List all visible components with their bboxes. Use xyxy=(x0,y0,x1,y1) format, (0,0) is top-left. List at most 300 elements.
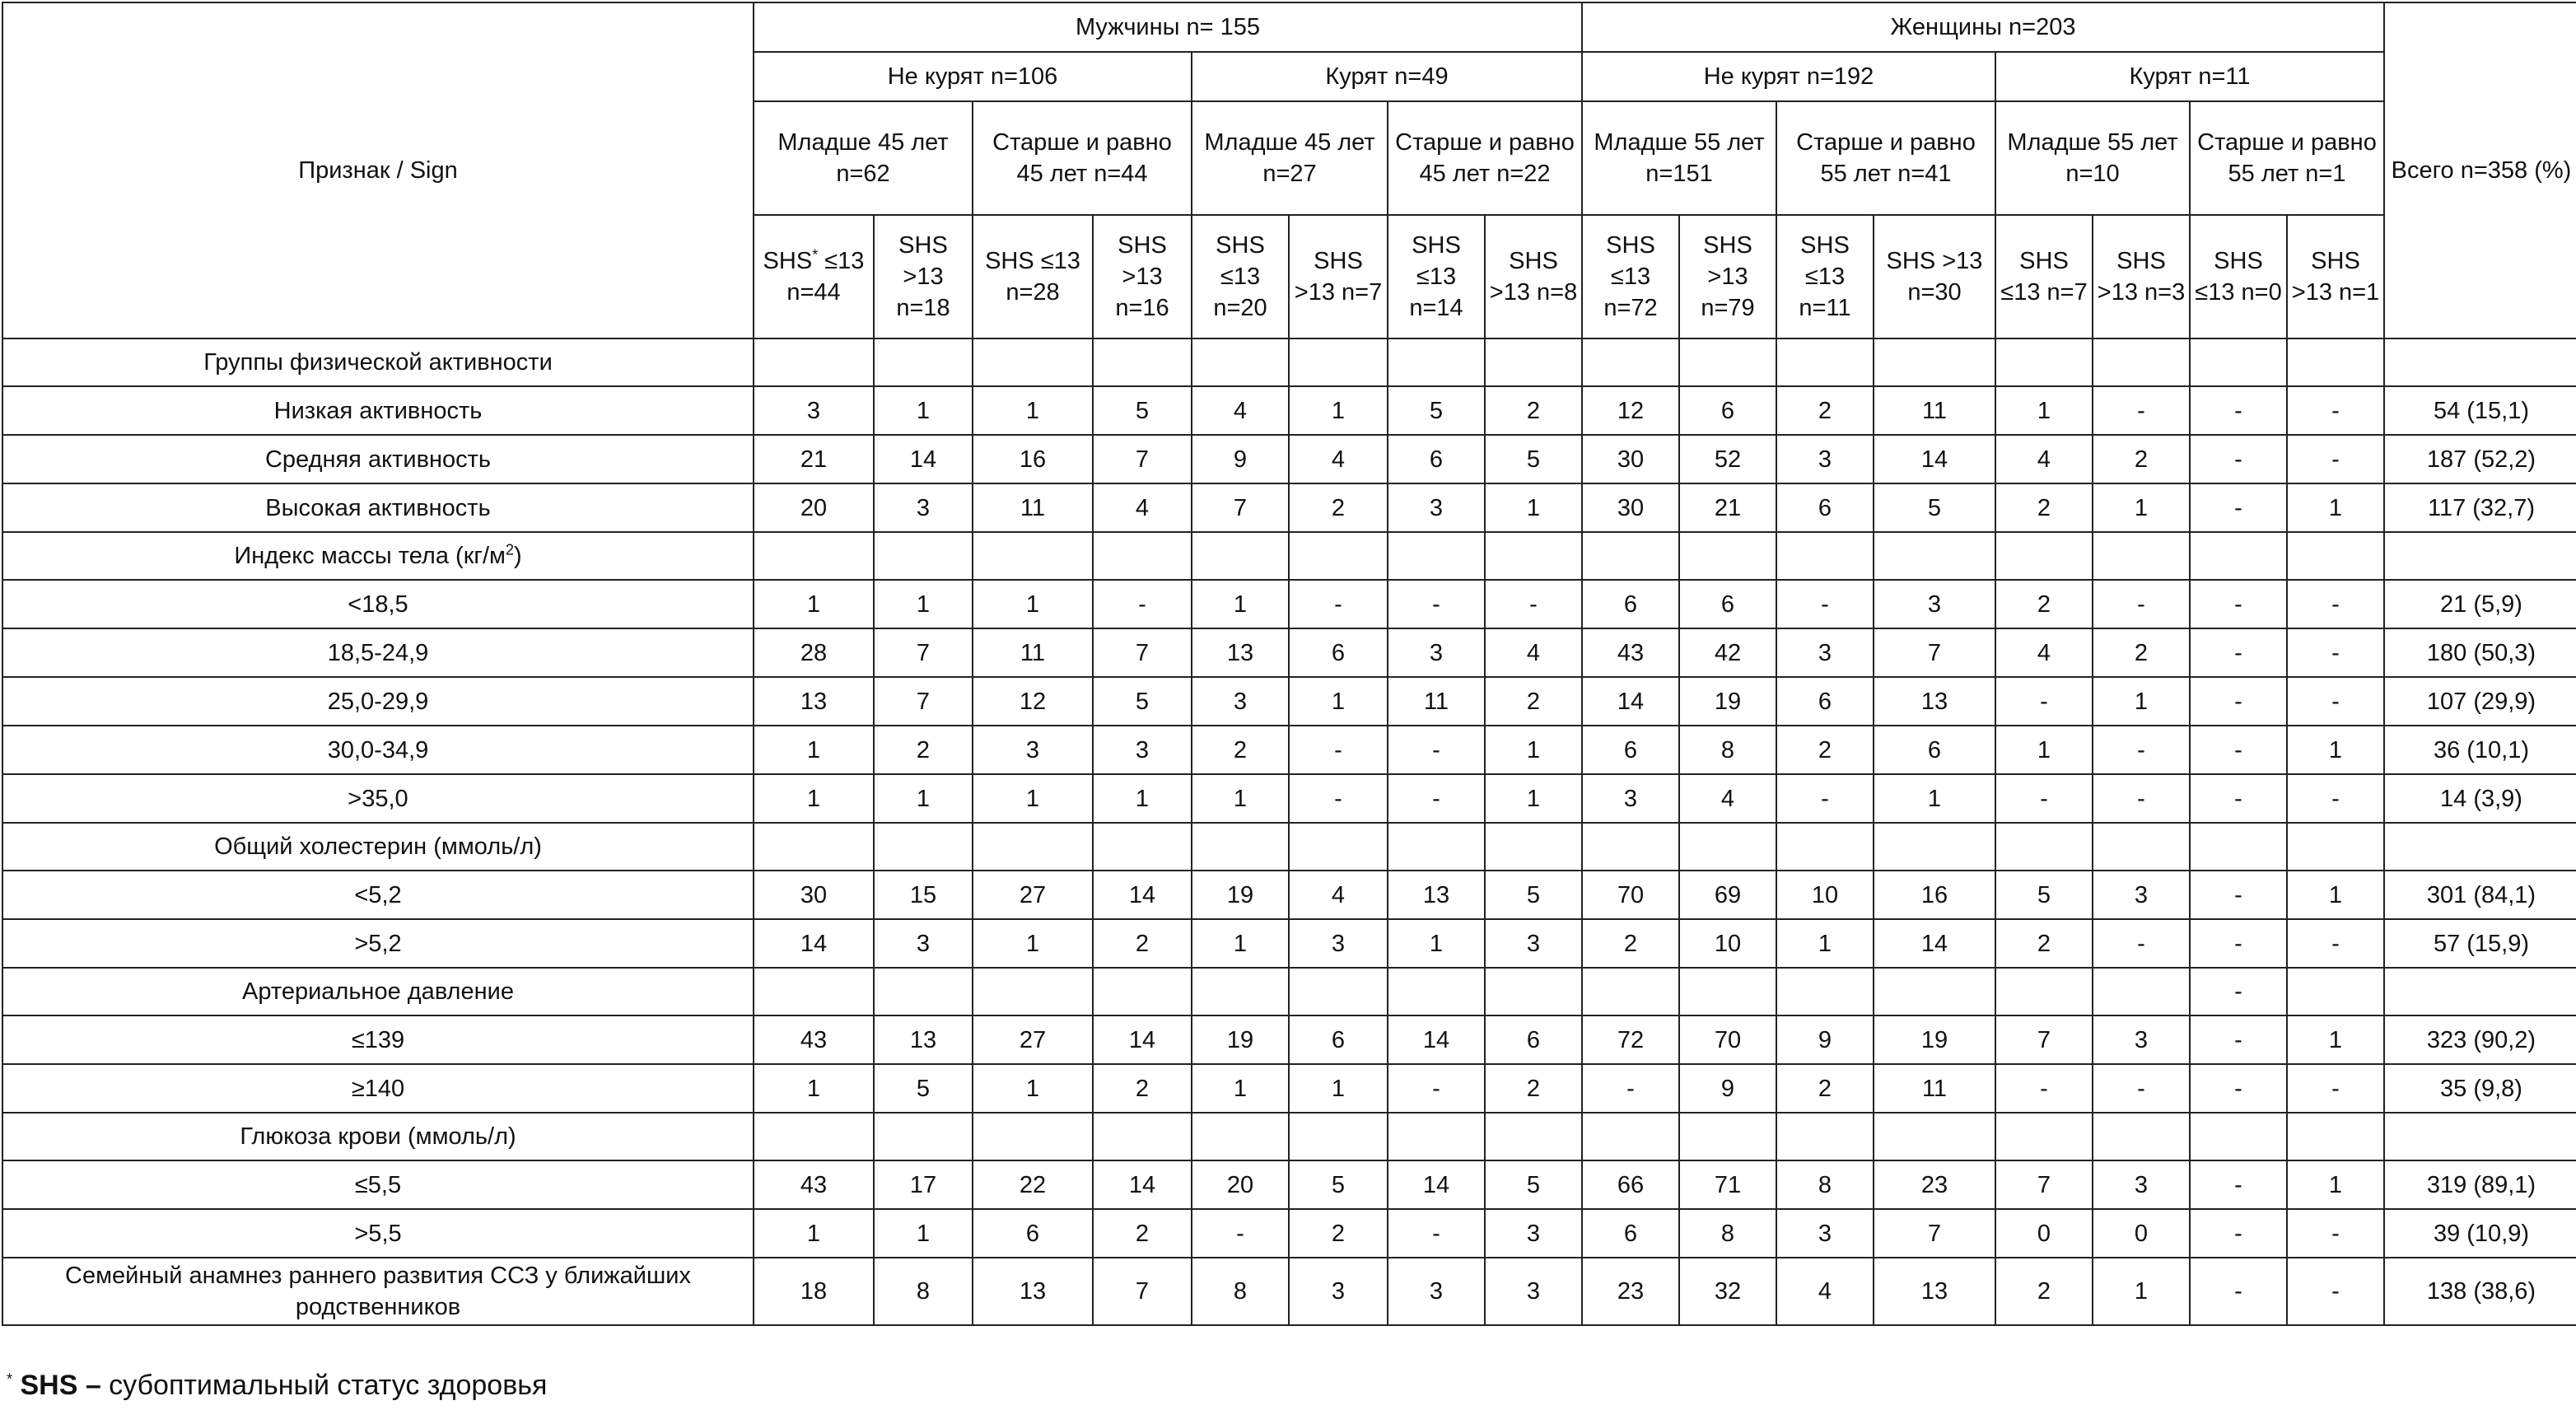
table-cell: 11 xyxy=(1874,1064,1995,1113)
total-cell: 21 (5,9) xyxy=(2384,580,2576,628)
table-cell xyxy=(874,823,973,871)
table-cell: 6 xyxy=(1679,386,1776,435)
table-cell: 2 xyxy=(1192,726,1289,774)
table-cell: 1 xyxy=(754,580,874,628)
table-cell: - xyxy=(1289,580,1388,628)
table-cell: 5 xyxy=(1485,435,1582,483)
table-cell: - xyxy=(2190,774,2287,823)
shs-label: SHS >13 n=3 xyxy=(2097,248,2186,306)
total-cell: 36 (10,1) xyxy=(2384,726,2576,774)
table-cell xyxy=(2287,823,2384,871)
table-cell: 1 xyxy=(2287,871,2384,919)
table-cell: 14 xyxy=(1388,1015,1485,1064)
smoking-header: Не курят n=192 xyxy=(1582,52,1995,101)
table-row xyxy=(2,386,2576,435)
total-cell: 138 (38,6) xyxy=(2384,1258,2576,1325)
table-cell xyxy=(2287,338,2384,386)
table-cell: 8 xyxy=(1679,726,1776,774)
table-cell xyxy=(973,1113,1093,1160)
table-cell xyxy=(1485,968,1582,1015)
table-cell: - xyxy=(1582,1064,1679,1113)
table-cell xyxy=(1192,1113,1289,1160)
table-cell xyxy=(1776,532,1874,580)
table-cell: 15 xyxy=(874,871,973,919)
table-row xyxy=(2,483,2576,532)
row-label xyxy=(2,1015,754,1064)
table-cell: - xyxy=(2190,483,2287,532)
table-cell: 1 xyxy=(1776,919,1874,968)
table-cell: 2 xyxy=(2093,628,2190,677)
group-header-men: Мужчины n= 155 xyxy=(754,2,1582,52)
shs-header xyxy=(1289,215,1388,338)
table-cell: - xyxy=(2190,726,2287,774)
table-group-row xyxy=(2,968,2576,1015)
table-cell: - xyxy=(1388,1064,1485,1113)
row-label-text: Артериальное давление xyxy=(242,978,514,1005)
total-cell: 35 (9,8) xyxy=(2384,1064,2576,1113)
table-cell: - xyxy=(1388,1209,1485,1258)
table-cell: 7 xyxy=(1995,1015,2093,1064)
table-cell: 2 xyxy=(2093,435,2190,483)
row-label-sup: 2 xyxy=(505,541,514,558)
table-cell: 6 xyxy=(1776,483,1874,532)
table-cell xyxy=(1582,532,1679,580)
table-cell: 43 xyxy=(1582,628,1679,677)
table-cell: 2 xyxy=(1776,386,1874,435)
table-cell: 1 xyxy=(2093,483,2190,532)
total-cell: 14 (3,9) xyxy=(2384,774,2576,823)
table-cell: 70 xyxy=(1582,871,1679,919)
table-cell: 14 xyxy=(1874,919,1995,968)
shs-header xyxy=(973,215,1093,338)
table-cell xyxy=(1289,338,1388,386)
table-cell: 5 xyxy=(1874,483,1995,532)
table-cell: 30 xyxy=(754,871,874,919)
table-cell xyxy=(1485,823,1582,871)
table-cell: 1 xyxy=(874,774,973,823)
total-cell: 319 (89,1) xyxy=(2384,1160,2576,1209)
table-cell xyxy=(874,532,973,580)
table-cell: 69 xyxy=(1679,871,1776,919)
table-cell xyxy=(1995,823,2093,871)
table-cell: 6 xyxy=(1582,580,1679,628)
table-cell: - xyxy=(2190,435,2287,483)
table-cell xyxy=(1995,968,2093,1015)
shs-header xyxy=(1485,215,1582,338)
table-cell: 12 xyxy=(973,677,1093,726)
table-cell: 5 xyxy=(1388,386,1485,435)
table-cell: 7 xyxy=(1093,628,1192,677)
age-header: Младше 45 лет n=27 xyxy=(1192,101,1388,215)
table-cell: 3 xyxy=(2093,1160,2190,1209)
table-cell: 1 xyxy=(2287,726,2384,774)
row-label xyxy=(2,386,754,435)
row-label xyxy=(2,483,754,532)
shs-header xyxy=(2093,215,2190,338)
table-cell: 11 xyxy=(973,628,1093,677)
table-row xyxy=(2,1209,2576,1258)
table-cell: 3 xyxy=(874,483,973,532)
table-cell: 7 xyxy=(874,677,973,726)
table-cell xyxy=(1485,338,1582,386)
table-cell: 28 xyxy=(754,628,874,677)
shs-label: SHS ≤13 n=7 xyxy=(2000,248,2088,306)
footnote-text: субоптимальный статус здоровья xyxy=(100,1370,548,1401)
table-cell: - xyxy=(2190,968,2287,1015)
table-cell: 1 xyxy=(1192,1064,1289,1113)
table-cell xyxy=(1093,1113,1192,1160)
table-cell xyxy=(1388,823,1485,871)
table-cell: - xyxy=(2190,1209,2287,1258)
smoking-header: Курят n=49 xyxy=(1192,52,1582,101)
table-cell: 12 xyxy=(1582,386,1679,435)
table-cell: 1 xyxy=(1995,386,2093,435)
table-cell xyxy=(1093,532,1192,580)
table-cell: 1 xyxy=(754,774,874,823)
row-label-text: Глюкоза крови (ммоль/л) xyxy=(240,1123,516,1150)
row-label xyxy=(2,774,754,823)
table-cell: 3 xyxy=(1485,919,1582,968)
row-label-text: >35,0 xyxy=(348,785,408,812)
shs-header xyxy=(1582,215,1679,338)
total-cell xyxy=(2384,532,2576,580)
table-cell: 1 xyxy=(1192,774,1289,823)
row-label xyxy=(2,871,754,919)
table-cell xyxy=(1485,1113,1582,1160)
row-label-text: Группы физической активности xyxy=(203,349,553,376)
table-cell: 4 xyxy=(1995,628,2093,677)
table-cell: 6 xyxy=(1582,1209,1679,1258)
table-cell: - xyxy=(2190,871,2287,919)
table-cell xyxy=(1679,823,1776,871)
table-cell: 20 xyxy=(754,483,874,532)
table-cell xyxy=(1874,338,1995,386)
table-cell xyxy=(1192,823,1289,871)
table-cell: 1 xyxy=(973,1064,1093,1113)
total-cell: 39 (10,9) xyxy=(2384,1209,2576,1258)
table-cell: - xyxy=(2287,580,2384,628)
table-row xyxy=(2,871,2576,919)
table-cell: 16 xyxy=(1874,871,1995,919)
table-cell: 5 xyxy=(1093,677,1192,726)
table-cell: 72 xyxy=(1582,1015,1679,1064)
table-cell: 13 xyxy=(1874,1258,1995,1325)
table-cell: 3 xyxy=(973,726,1093,774)
table-cell: - xyxy=(2287,386,2384,435)
table-cell: 3 xyxy=(874,919,973,968)
table-group-row xyxy=(2,823,2576,871)
data-table xyxy=(2,2,2576,1326)
table-cell: 4 xyxy=(1093,483,1192,532)
row-label xyxy=(2,677,754,726)
table-cell: - xyxy=(2093,1064,2190,1113)
table-cell: 6 xyxy=(1485,1015,1582,1064)
row-label xyxy=(2,823,754,871)
row-label xyxy=(2,1064,754,1113)
table-cell: 6 xyxy=(1289,1015,1388,1064)
table-cell: 7 xyxy=(1874,1209,1995,1258)
table-cell xyxy=(1485,532,1582,580)
table-cell: - xyxy=(1776,580,1874,628)
table-cell xyxy=(1679,968,1776,1015)
table-row xyxy=(2,774,2576,823)
table-cell xyxy=(2190,823,2287,871)
table-cell: 14 xyxy=(874,435,973,483)
total-cell: 57 (15,9) xyxy=(2384,919,2576,968)
table-cell: 13 xyxy=(973,1258,1093,1325)
age-header: Старше и равно 55 лет n=1 xyxy=(2190,101,2384,215)
shs-label: SHS xyxy=(763,248,813,274)
row-label xyxy=(2,338,754,386)
footnote-ref: * xyxy=(812,246,819,264)
table-cell: 3 xyxy=(1289,1258,1388,1325)
table-cell: 2 xyxy=(1995,1258,2093,1325)
table-cell xyxy=(1582,823,1679,871)
table-cell: 1 xyxy=(874,1209,973,1258)
table-cell: 2 xyxy=(1776,1064,1874,1113)
shs-header xyxy=(1192,215,1289,338)
table-cell: - xyxy=(2190,919,2287,968)
row-label xyxy=(2,1258,754,1325)
table-cell xyxy=(1582,1113,1679,1160)
table-cell: 3 xyxy=(1388,628,1485,677)
table-cell xyxy=(1776,823,1874,871)
row-label-text: ≤139 xyxy=(351,1026,405,1053)
table-cell: 1 xyxy=(2287,1160,2384,1209)
total-cell: 54 (15,1) xyxy=(2384,386,2576,435)
table-cell: - xyxy=(2287,774,2384,823)
table-cell xyxy=(1874,968,1995,1015)
table-cell: 6 xyxy=(1582,726,1679,774)
table-cell: 2 xyxy=(1995,483,2093,532)
table-cell: 21 xyxy=(1679,483,1776,532)
table-cell: 18 xyxy=(754,1258,874,1325)
table-row xyxy=(2,628,2576,677)
table-cell: - xyxy=(2287,435,2384,483)
table-cell: 1 xyxy=(1995,726,2093,774)
age-header: Младше 55 лет n=10 xyxy=(1995,101,2190,215)
table-cell: 14 xyxy=(1093,1160,1192,1209)
table-cell: - xyxy=(1192,1209,1289,1258)
shs-label: SHS ≤13 n=11 xyxy=(1799,232,1851,321)
age-header: Старше и равно 55 лет n=41 xyxy=(1776,101,1995,215)
row-label-text: ≥140 xyxy=(351,1075,405,1102)
sign-header: Признак / Sign xyxy=(2,2,754,338)
table-cell: 3 xyxy=(1776,1209,1874,1258)
row-label-text: 18,5-24,9 xyxy=(327,639,429,666)
total-cell: 107 (29,9) xyxy=(2384,677,2576,726)
table-cell: 2 xyxy=(1093,1064,1192,1113)
table-cell: 5 xyxy=(1093,386,1192,435)
table-cell xyxy=(1776,338,1874,386)
table-group-row xyxy=(2,338,2576,386)
shs-header xyxy=(754,215,874,338)
shs-label: SHS ≤13 n=20 xyxy=(1213,232,1267,321)
table-cell xyxy=(1289,823,1388,871)
table-cell xyxy=(2190,1113,2287,1160)
table-cell: 14 xyxy=(754,919,874,968)
table-cell xyxy=(2093,338,2190,386)
age-header: Младше 55 лет n=151 xyxy=(1582,101,1776,215)
table-cell xyxy=(1093,338,1192,386)
table-cell xyxy=(1093,968,1192,1015)
table-cell: 13 xyxy=(1192,628,1289,677)
table-cell: 6 xyxy=(1679,580,1776,628)
table-cell xyxy=(1289,968,1388,1015)
table-cell: 9 xyxy=(1776,1015,1874,1064)
table-cell: 5 xyxy=(1485,1160,1582,1209)
table-cell: - xyxy=(2287,1064,2384,1113)
table-cell: 27 xyxy=(973,871,1093,919)
table-row xyxy=(2,580,2576,628)
age-header: Младше 45 лет n=62 xyxy=(754,101,973,215)
table-cell: 14 xyxy=(1093,1015,1192,1064)
table-cell: - xyxy=(1995,677,2093,726)
table-cell: 7 xyxy=(1995,1160,2093,1209)
table-cell: 11 xyxy=(1388,677,1485,726)
smoking-header: Курят n=11 xyxy=(1995,52,2384,101)
table-cell: 2 xyxy=(874,726,973,774)
table-cell: - xyxy=(2190,628,2287,677)
table-cell: 30 xyxy=(1582,435,1679,483)
total-cell xyxy=(2384,968,2576,1015)
table-cell xyxy=(2190,338,2287,386)
table-row xyxy=(2,919,2576,968)
table-cell: - xyxy=(2093,919,2190,968)
table-cell: 4 xyxy=(1776,1258,1874,1325)
table-cell xyxy=(1582,338,1679,386)
table-cell: 7 xyxy=(1093,435,1192,483)
table-cell: 14 xyxy=(1093,871,1192,919)
row-label-text: 25,0-29,9 xyxy=(327,688,429,715)
table-cell xyxy=(2287,532,2384,580)
total-cell xyxy=(2384,338,2576,386)
table-cell: - xyxy=(2287,677,2384,726)
total-cell: 323 (90,2) xyxy=(2384,1015,2576,1064)
table-group-row xyxy=(2,532,2576,580)
shs-label-rest: ≤13 n=44 xyxy=(786,248,865,306)
row-label-text: >5,2 xyxy=(354,930,402,957)
table-cell: - xyxy=(1776,774,1874,823)
table-cell xyxy=(1289,532,1388,580)
table-cell xyxy=(1093,823,1192,871)
table-cell xyxy=(874,338,973,386)
table-cell: 8 xyxy=(874,1258,973,1325)
table-cell: 3 xyxy=(1289,919,1388,968)
table-cell: 3 xyxy=(1388,1258,1485,1325)
table-cell: 8 xyxy=(1679,1209,1776,1258)
table-cell: 43 xyxy=(754,1160,874,1209)
table-cell xyxy=(1995,338,2093,386)
shs-label: SHS ≤13 n=0 xyxy=(2195,248,2282,306)
table-cell: 3 xyxy=(1093,726,1192,774)
table-cell xyxy=(1874,823,1995,871)
table-cell: 1 xyxy=(1485,774,1582,823)
table-cell: 1 xyxy=(754,1209,874,1258)
table-cell: 19 xyxy=(1192,1015,1289,1064)
shs-label: SHS >13 n=30 xyxy=(1886,248,1983,306)
table-row xyxy=(2,726,2576,774)
table-cell: 3 xyxy=(2093,1015,2190,1064)
table-cell: - xyxy=(1289,726,1388,774)
table-cell: 71 xyxy=(1679,1160,1776,1209)
shs-header xyxy=(1093,215,1192,338)
row-label-text: >5,5 xyxy=(354,1220,402,1247)
table-cell: 5 xyxy=(874,1064,973,1113)
table-cell: 1 xyxy=(1289,677,1388,726)
table-cell: 1 xyxy=(1388,919,1485,968)
table-cell: 8 xyxy=(1776,1160,1874,1209)
row-label-text: Высокая активность xyxy=(265,494,491,521)
table-row xyxy=(2,1064,2576,1113)
table-cell xyxy=(1192,338,1289,386)
total-cell: 180 (50,3) xyxy=(2384,628,2576,677)
row-label xyxy=(2,919,754,968)
table-cell: 17 xyxy=(874,1160,973,1209)
table-cell: 10 xyxy=(1679,919,1776,968)
table-cell: 1 xyxy=(1093,774,1192,823)
table-cell: - xyxy=(1995,1064,2093,1113)
row-label xyxy=(2,435,754,483)
table-cell: 23 xyxy=(1874,1160,1995,1209)
table-cell: 1 xyxy=(1485,726,1582,774)
table-cell xyxy=(874,1113,973,1160)
table-cell xyxy=(1582,968,1679,1015)
shs-label: SHS >13 n=8 xyxy=(1489,248,1578,306)
table-cell: 1 xyxy=(973,386,1093,435)
table-cell: - xyxy=(1995,774,2093,823)
table-cell: 1 xyxy=(1192,919,1289,968)
table-cell: 2 xyxy=(1289,483,1388,532)
table-cell: 52 xyxy=(1679,435,1776,483)
table-cell: 1 xyxy=(874,580,973,628)
table-row xyxy=(2,435,2576,483)
table-cell: 9 xyxy=(1679,1064,1776,1113)
total-cell: 301 (84,1) xyxy=(2384,871,2576,919)
table-cell: 6 xyxy=(1874,726,1995,774)
row-label xyxy=(2,726,754,774)
table-cell: 30 xyxy=(1582,483,1679,532)
row-label xyxy=(2,532,754,580)
shs-label: SHS >13 n=79 xyxy=(1701,232,1755,321)
table-cell: 20 xyxy=(1192,1160,1289,1209)
table-cell: 32 xyxy=(1679,1258,1776,1325)
shs-header xyxy=(1874,215,1995,338)
table-cell: 2 xyxy=(1093,919,1192,968)
table-cell: 1 xyxy=(2093,677,2190,726)
table-cell: 11 xyxy=(1874,386,1995,435)
table-cell: - xyxy=(2190,386,2287,435)
footnote xyxy=(7,1367,547,1403)
shs-label: SHS ≤13 n=28 xyxy=(985,248,1080,306)
table-cell: - xyxy=(2287,628,2384,677)
table-cell: - xyxy=(2190,1064,2287,1113)
table-cell: 70 xyxy=(1679,1015,1776,1064)
table-cell: - xyxy=(2190,1258,2287,1325)
table-cell: 6 xyxy=(973,1209,1093,1258)
table-cell: - xyxy=(2287,1209,2384,1258)
table-cell: 1 xyxy=(1192,580,1289,628)
row-label xyxy=(2,968,754,1015)
total-cell xyxy=(2384,1113,2576,1160)
table-cell xyxy=(1776,1113,1874,1160)
table-cell xyxy=(2093,823,2190,871)
row-label xyxy=(2,1113,754,1160)
table-cell: 3 xyxy=(1485,1258,1582,1325)
table-cell: 66 xyxy=(1582,1160,1679,1209)
footnote-mark: * xyxy=(7,1370,13,1388)
table-cell xyxy=(973,532,1093,580)
